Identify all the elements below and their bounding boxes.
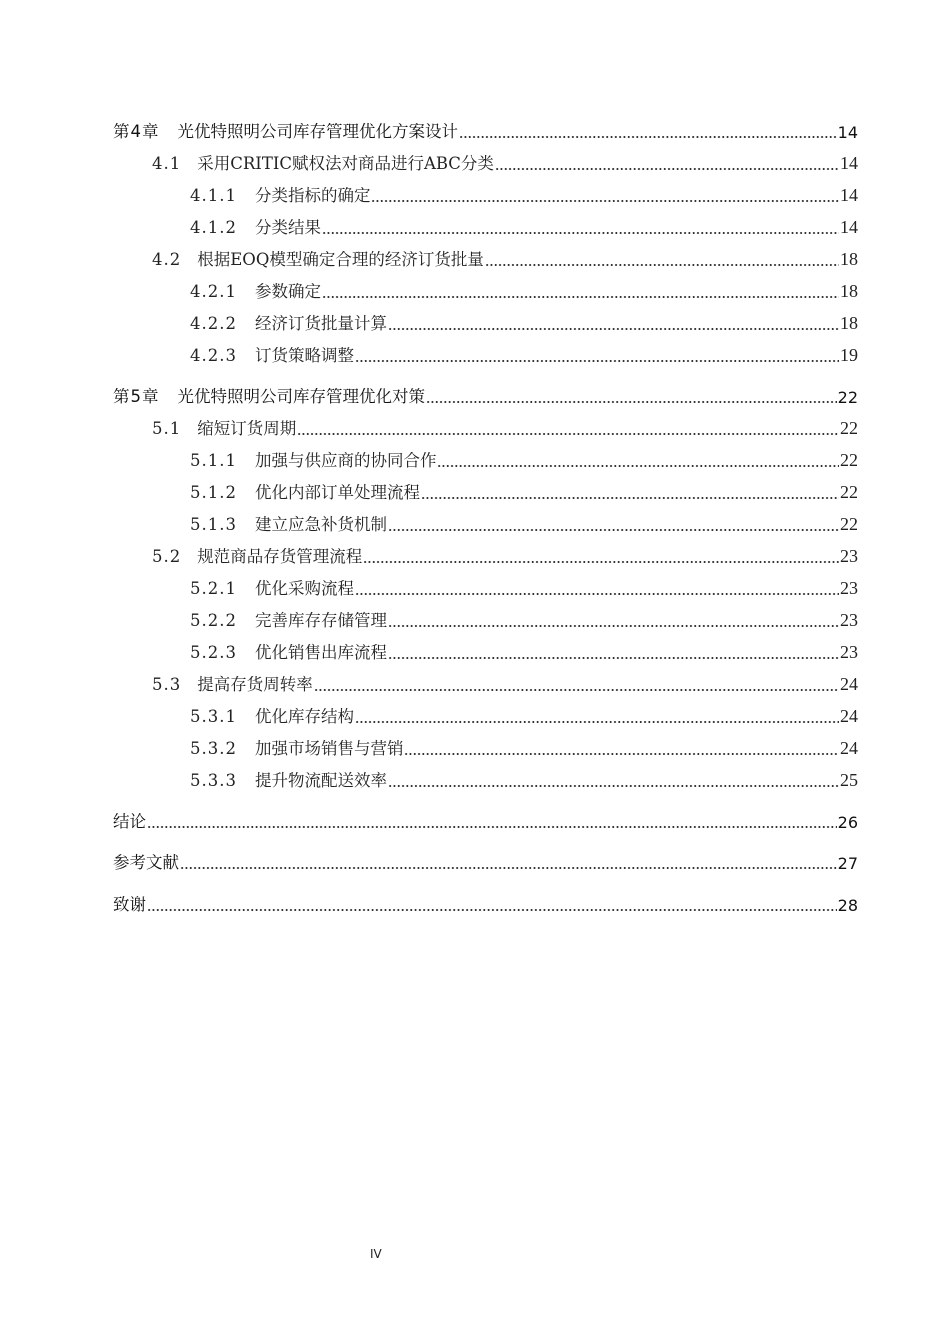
toc-entry-page: 24 bbox=[840, 706, 858, 726]
dot-leader bbox=[437, 450, 839, 468]
dot-leader bbox=[388, 313, 839, 331]
toc-entry-number: 5.3 bbox=[152, 675, 182, 694]
dot-leader bbox=[426, 386, 837, 404]
toc-entry-title: 致谢 bbox=[113, 895, 146, 914]
dot-leader bbox=[363, 546, 839, 564]
toc-entry-page: 28 bbox=[837, 896, 858, 915]
toc-entry-page: 14 bbox=[840, 185, 858, 205]
toc-entry-page: 14 bbox=[840, 217, 858, 237]
dot-leader bbox=[404, 738, 839, 756]
toc-entry-number: 4.1.1 bbox=[190, 186, 237, 205]
toc-entry-number: 4.1 bbox=[152, 154, 182, 173]
toc-entry-number: 4.2 bbox=[152, 250, 182, 269]
toc-entry-page: 24 bbox=[840, 674, 858, 694]
toc-entry-page: 26 bbox=[837, 813, 858, 832]
toc-entry-4-1[interactable] bbox=[0, 150, 950, 174]
toc-entry-page: 18 bbox=[840, 281, 858, 301]
toc-entry-page: 22 bbox=[840, 482, 858, 502]
toc-entry-page: 19 bbox=[840, 345, 858, 365]
dot-leader bbox=[388, 642, 839, 660]
toc-entry-title: 提升物流配送效率 bbox=[254, 771, 387, 790]
toc-entry-acknowledgements[interactable] bbox=[0, 891, 950, 915]
toc-entry-chapter-4[interactable] bbox=[0, 118, 950, 142]
toc-entry-page: 23 bbox=[840, 546, 858, 566]
toc-entry-number: 4.2.3 bbox=[190, 346, 237, 365]
dot-leader bbox=[322, 281, 839, 299]
toc-entry-title: 参数确定 bbox=[254, 282, 321, 301]
toc-entry-number: 5.3.2 bbox=[190, 739, 237, 758]
toc-entry-5-3-1[interactable] bbox=[0, 703, 950, 727]
toc-entry-title: 光优特照明公司库存管理优化方案设计 bbox=[177, 122, 458, 141]
toc-entry-page: 24 bbox=[840, 738, 858, 758]
dot-leader bbox=[147, 894, 837, 912]
toc-entry-number: 4.2.1 bbox=[190, 282, 237, 301]
dot-leader bbox=[314, 674, 839, 692]
toc-entry-page: 25 bbox=[840, 770, 858, 790]
toc-entry-title: 采用CRITIC赋权法对商品进行ABC分类 bbox=[197, 154, 494, 173]
dot-leader bbox=[388, 610, 839, 628]
dot-leader bbox=[371, 185, 839, 203]
toc-entry-page: 23 bbox=[840, 642, 858, 662]
toc-entry-4-2-1[interactable] bbox=[0, 278, 950, 302]
toc-entry-title: 提高存货周转率 bbox=[197, 675, 313, 694]
toc-entry-5-3[interactable] bbox=[0, 671, 950, 695]
toc-entry-page: 18 bbox=[840, 249, 858, 269]
toc-entry-number: 5.1.1 bbox=[190, 451, 237, 470]
page-number-footer: IV bbox=[370, 1247, 382, 1261]
toc-entry-title: 根据EOQ模型确定合理的经济订货批量 bbox=[197, 250, 484, 269]
toc-entry-number: 第5章 bbox=[113, 387, 160, 406]
toc-entry-page: 14 bbox=[837, 123, 858, 142]
toc-entry-4-1-1[interactable] bbox=[0, 182, 950, 206]
toc-entry-5-3-2[interactable] bbox=[0, 735, 950, 759]
toc-entry-page: 22 bbox=[840, 418, 858, 438]
toc-entry-number: 4.2.2 bbox=[190, 314, 237, 333]
dot-leader bbox=[355, 706, 839, 724]
toc-entry-number: 5.3.1 bbox=[190, 707, 237, 726]
dot-leader bbox=[355, 345, 839, 363]
toc-entry-title: 优化采购流程 bbox=[254, 579, 354, 598]
toc-entry-number: 5.1.3 bbox=[190, 515, 237, 534]
toc-entry-number: 5.2 bbox=[152, 547, 182, 566]
toc-entry-references[interactable] bbox=[0, 849, 950, 873]
dot-leader bbox=[421, 482, 839, 500]
toc-entry-page: 23 bbox=[840, 610, 858, 630]
toc-entry-number: 5.1.2 bbox=[190, 483, 237, 502]
toc-entry-page: 14 bbox=[840, 153, 858, 173]
toc-entry-title: 优化库存结构 bbox=[254, 707, 354, 726]
toc-entry-page: 23 bbox=[840, 578, 858, 598]
dot-leader bbox=[495, 153, 839, 171]
dot-leader bbox=[180, 852, 837, 870]
toc-entry-title: 经济订货批量计算 bbox=[254, 314, 387, 333]
toc-entry-title: 加强与供应商的协同合作 bbox=[254, 451, 437, 470]
toc-entry-5-1-1[interactable] bbox=[0, 447, 950, 471]
dot-leader bbox=[355, 578, 839, 596]
toc-entry-title: 参考文献 bbox=[113, 853, 179, 872]
toc-entry-title: 光优特照明公司库存管理优化对策 bbox=[177, 387, 425, 406]
toc-entry-title: 缩短订货周期 bbox=[197, 419, 297, 438]
toc-entry-title: 优化内部订单处理流程 bbox=[254, 483, 420, 502]
toc-entry-5-1[interactable] bbox=[0, 415, 950, 439]
dot-leader bbox=[485, 249, 839, 267]
toc-entry-5-1-2[interactable] bbox=[0, 479, 950, 503]
dot-leader bbox=[388, 770, 839, 788]
toc-entry-number: 5.1 bbox=[152, 419, 182, 438]
dot-leader bbox=[147, 811, 837, 829]
toc-entry-title: 分类结果 bbox=[254, 218, 321, 237]
toc-entry-4-2-3[interactable] bbox=[0, 342, 950, 366]
toc-entry-chapter-5[interactable] bbox=[0, 383, 950, 407]
dot-leader bbox=[388, 514, 839, 532]
dot-leader bbox=[297, 418, 839, 436]
toc-entry-number: 5.3.3 bbox=[190, 771, 237, 790]
toc-entry-5-2[interactable] bbox=[0, 543, 950, 567]
toc-entry-conclusion[interactable] bbox=[0, 808, 950, 832]
toc-entry-4-2[interactable] bbox=[0, 246, 950, 270]
toc-entry-page: 22 bbox=[840, 514, 858, 534]
toc-entry-title: 优化销售出库流程 bbox=[254, 643, 387, 662]
toc-entry-title: 分类指标的确定 bbox=[254, 186, 371, 205]
toc-entry-page: 18 bbox=[840, 313, 858, 333]
toc-entry-page: 27 bbox=[837, 854, 858, 873]
toc-entry-title: 建立应急补货机制 bbox=[254, 515, 387, 534]
toc-entry-title: 完善库存存储管理 bbox=[254, 611, 387, 630]
toc-entry-title: 加强市场销售与营销 bbox=[254, 739, 404, 758]
toc-entry-5-1-3[interactable] bbox=[0, 511, 950, 535]
toc-entry-number: 4.1.2 bbox=[190, 218, 237, 237]
toc-entry-4-2-2[interactable] bbox=[0, 310, 950, 334]
toc-entry-title: 规范商品存货管理流程 bbox=[197, 547, 363, 566]
toc-entry-title: 结论 bbox=[113, 812, 146, 831]
toc-entry-5-2-2[interactable] bbox=[0, 607, 950, 631]
toc-entry-number: 第4章 bbox=[113, 122, 160, 141]
toc-entry-title: 订货策略调整 bbox=[254, 346, 354, 365]
toc-entry-4-1-2[interactable] bbox=[0, 214, 950, 238]
toc-entry-5-3-3[interactable] bbox=[0, 767, 950, 791]
toc-entry-page: 22 bbox=[840, 450, 858, 470]
toc-entry-number: 5.2.3 bbox=[190, 643, 237, 662]
toc-entry-number: 5.2.1 bbox=[190, 579, 237, 598]
toc-entry-5-2-3[interactable] bbox=[0, 639, 950, 663]
toc-entry-5-2-1[interactable] bbox=[0, 575, 950, 599]
dot-leader bbox=[322, 217, 839, 235]
toc-entry-page: 22 bbox=[837, 388, 858, 407]
dot-leader bbox=[459, 121, 837, 139]
toc-entry-number: 5.2.2 bbox=[190, 611, 237, 630]
